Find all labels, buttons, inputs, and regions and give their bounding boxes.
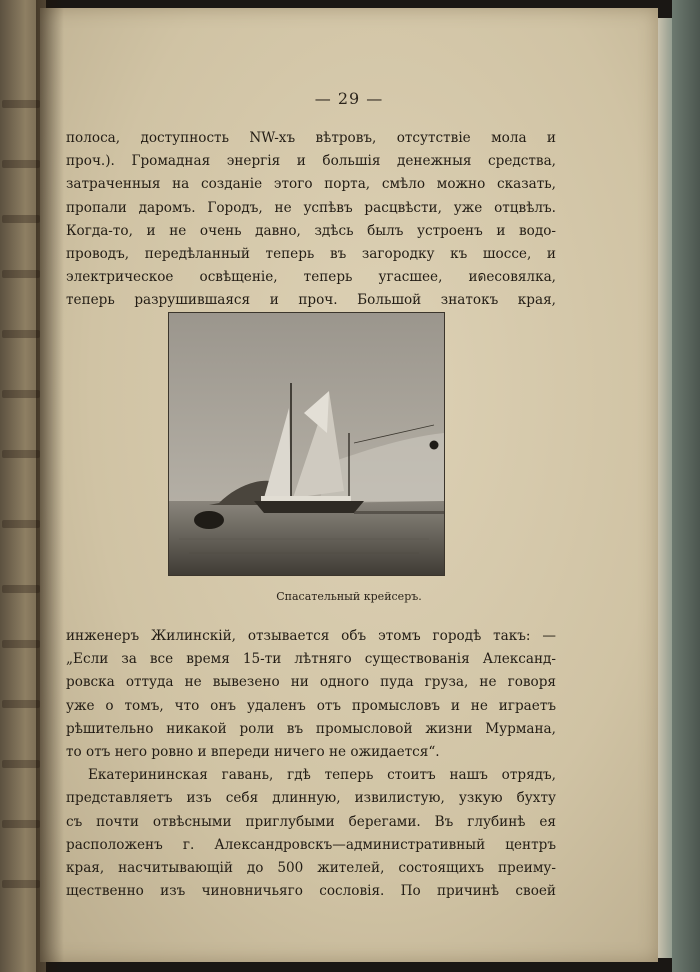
- text-line: то отъ него ровно и впереди ничего не ожидается“.: [66, 743, 440, 760]
- text-line: затраченныя на созданіе этого порта, смѣло можно сказать,: [66, 176, 556, 193]
- sailboat-photo: [168, 312, 445, 576]
- book-page: [40, 8, 658, 962]
- text-line: представляетъ изъ себя длинную, извилистую, узкую бухту: [66, 790, 556, 807]
- book-cover: [672, 0, 700, 972]
- page-number: — 29 —: [314, 89, 384, 108]
- text-line: съ почти отвѣсными приглубыми берегами. Въ глубинѣ ея: [66, 813, 556, 830]
- text-line: рѣшительно никакой роли въ промысловой жизни Мурмана,: [66, 720, 556, 737]
- figure-caption: Спасательный крейсеръ.: [276, 590, 422, 603]
- text-line: пропали даромъ. Городъ, не успѣвъ расцвѣсти, уже отцвѣлъ.: [66, 199, 556, 216]
- text-line: Екатерининская гавань, гдѣ теперь стоитъ нашъ отрядъ,: [88, 767, 556, 784]
- text-line: проч.). Громадная энергія и большія денежныя средства,: [66, 153, 556, 170]
- text-line: расположенъ г. Александровскъ—административный центръ: [66, 836, 556, 853]
- text-line: уже о томъ, что онъ удаленъ отъ промысловъ и не играетъ: [66, 697, 556, 714]
- text-line: теперь разрушившаяся и проч. Большой знатокъ края,: [66, 292, 556, 309]
- text-line: „Если за все время 15-ти лѣтняго существованія Александ-: [66, 651, 556, 668]
- text-line: щественно изъ чиновничьяго сословія. По причинѣ своей: [66, 883, 556, 900]
- sailboat-photo-drawing: [169, 313, 444, 575]
- spine-shadow: [36, 0, 64, 972]
- text-line: проводъ, передѣланный теперь въ загородку къ шоссе, и: [66, 245, 556, 262]
- text-line: электрическое освѣщеніе, теперь угасшее, иดесовялка,: [66, 269, 556, 286]
- text-line: Когда-то, и не очень давно, здѣсь былъ устроенъ и водо-: [66, 222, 556, 239]
- text-line: полоса, доступность NW-хъ вѣтровъ, отсутствіе мола и: [66, 130, 556, 146]
- text-line: инженеръ Жилинскій, отзывается объ этомъ городѣ такъ: —: [66, 628, 556, 644]
- top-paragraph: [66, 127, 556, 313]
- bottom-paragraphs: [66, 625, 556, 903]
- text-line: края, насчитывающій до 500 жителей, состоящихъ преиму-: [66, 859, 556, 876]
- text-line: ровска оттуда не вывезено ни одного пуда груза, не говоря: [66, 674, 556, 691]
